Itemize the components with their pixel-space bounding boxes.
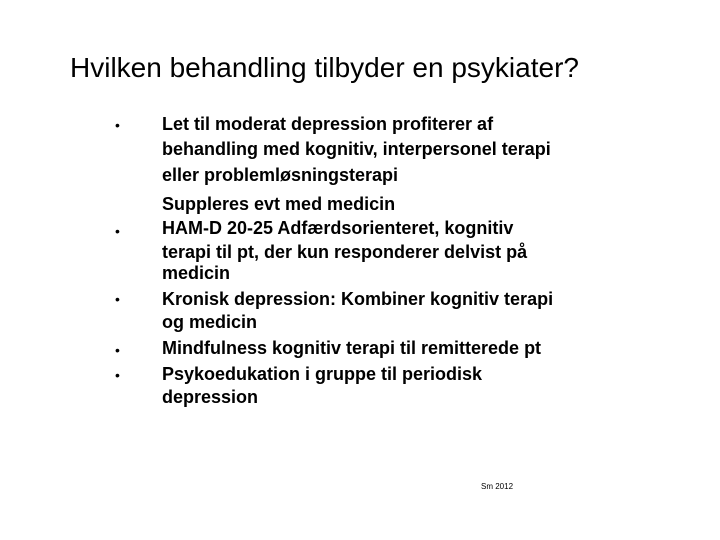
bullet-line: Mindfulness kognitiv terapi til remitterede pt: [162, 338, 542, 358]
bullet-line: og medicin: [162, 312, 258, 332]
bullet-1: •: [115, 117, 120, 133]
bullet-line: depression: [162, 387, 259, 407]
bullet-3: •: [115, 291, 120, 307]
bullet-5: •: [115, 367, 120, 383]
slide-title: Hvilken behandling tilbyder en psykiater?: [70, 52, 579, 83]
footer-note: Sm 2012: [481, 482, 514, 491]
bullet-2: •: [115, 223, 120, 239]
bullet-line: terapi til pt, der kun responderer delvist på: [162, 242, 528, 262]
bullet-line: Suppleres evt med medicin: [162, 194, 396, 214]
bullet-4: •: [115, 342, 120, 358]
bullet-line: medicin: [162, 263, 231, 283]
bullet-line: Let til moderat depression profiterer af: [162, 114, 494, 134]
bullet-line: Psykoedukation i gruppe til periodisk: [162, 364, 483, 384]
bullet-line: Kronisk depression: Kombiner kognitiv terapi: [162, 289, 554, 309]
bullet-line: HAM-D 20-25 Adfærdsorienteret, kognitiv: [162, 218, 514, 238]
bullet-line: eller problemløsningsterapi: [162, 165, 399, 185]
bullet-line: behandling med kognitiv, interpersonel terapi: [162, 139, 551, 159]
